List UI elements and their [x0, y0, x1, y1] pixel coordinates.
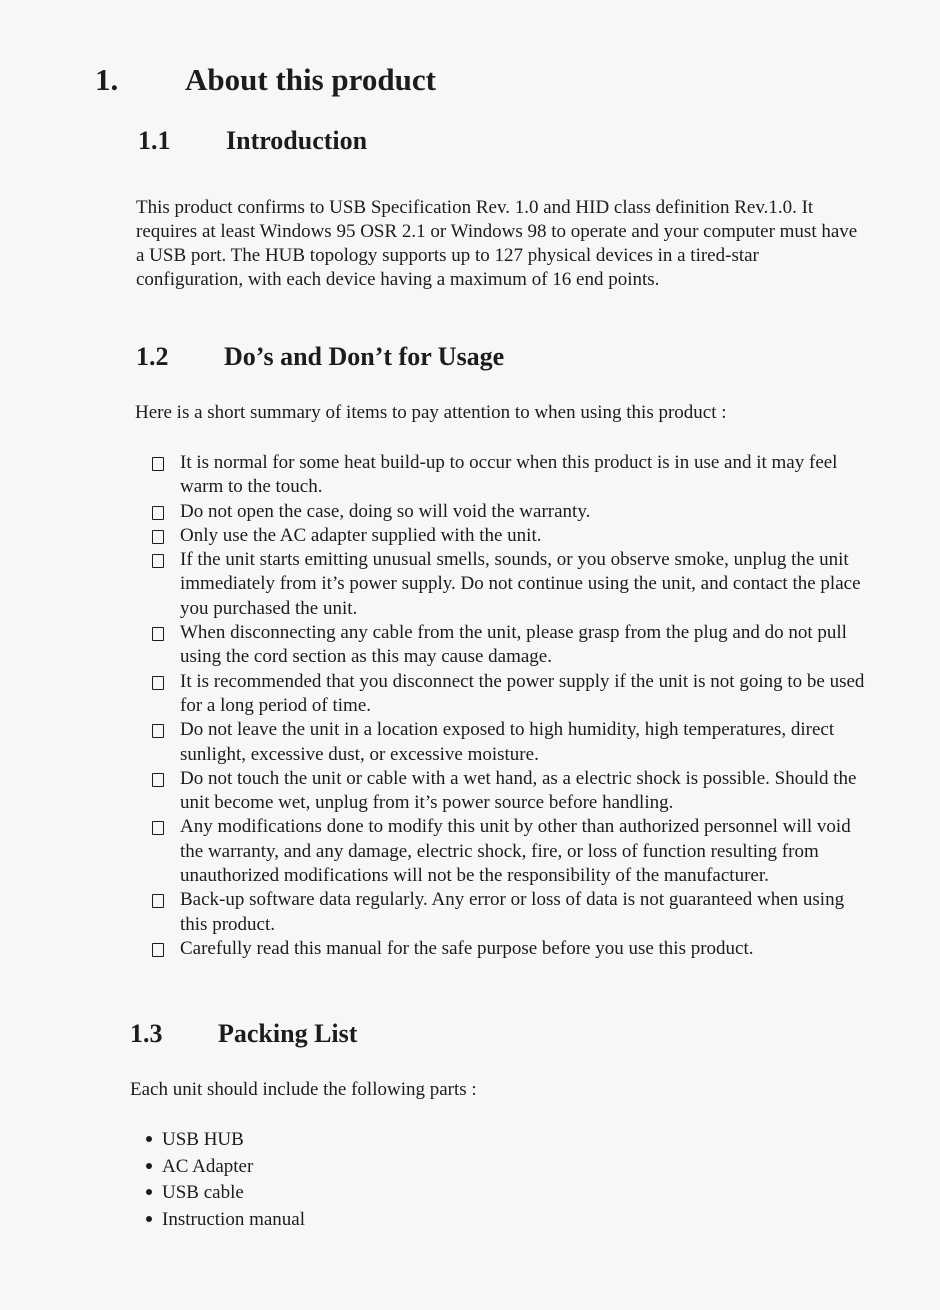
checkbox-icon [152, 457, 164, 471]
checklist-item [146, 524, 868, 548]
subsection-heading-dos-and-donts [136, 342, 504, 372]
checkbox-icon [152, 554, 164, 568]
packing-list-item-text: USB HUB [162, 1129, 244, 1150]
subsection-title: Packing List [218, 1019, 358, 1048]
bullet-icon [146, 1163, 152, 1169]
subsection-number: 1.1 [138, 126, 171, 155]
checklist-item [146, 718, 868, 767]
checklist-item [146, 670, 868, 719]
checklist-item [146, 815, 868, 888]
subsection-title: Introduction [226, 126, 368, 155]
checklist-item-text: Only use the AC adapter supplied with the unit. [180, 524, 542, 546]
checkbox-icon [152, 676, 164, 690]
checklist-item-text: If the unit starts emitting unusual smells, sounds, or you observe smoke, unplug the unit immediately from it’s power supply. Do not continue using the unit, and contact the place you purchased the unit. [180, 549, 861, 619]
packing-list-item-text: USB cable [162, 1182, 244, 1203]
packing-list-item-text: AC Adapter [162, 1155, 254, 1177]
bullet-icon [146, 1216, 152, 1222]
checklist-item-text: Do not leave the unit in a location exposed to high humidity, high temperatures, direct sunlight, excessive dust, or excessive moisture. [180, 719, 835, 765]
packing-intro-text: Each unit should include the following parts : [130, 1079, 477, 1100]
packing-list-item [146, 1154, 305, 1181]
checklist-item-text: Back-up software data regularly. Any error or loss of data is not guaranteed when using this product. [180, 889, 845, 935]
bullet-icon [146, 1136, 152, 1142]
packing-list-item-text: Instruction manual [162, 1208, 305, 1230]
checklist-item-text: Do not touch the unit or cable with a wet hand, as a electric shock is possible. Should the unit become wet, unplug from it’s power source before handling. [180, 767, 857, 814]
introduction-paragraph: This product confirms to USB Specification Rev. 1.0 and HID class definition Rev.1.0. It requires at least Windows 95 OSR 2.1 or Windows 98 to operate and your computer must have a USB port. The HUB topology supports up to 127 physical devices in a tired-star configuration, with each device having a maximum of 16 end points. [136, 197, 858, 290]
bullet-icon [146, 1189, 152, 1195]
subsection-number: 1.3 [130, 1019, 163, 1048]
checkbox-icon [152, 724, 164, 738]
section-number: 1. [95, 62, 119, 97]
checkbox-icon [152, 530, 164, 544]
checklist-item [146, 621, 868, 670]
checklist-item [146, 451, 868, 500]
packing-list-item [146, 1207, 305, 1234]
checklist-item-text: When disconnecting any cable from the unit, please grasp from the plug and do not pull using the cord section as this may cause damage. [180, 622, 847, 668]
packing-list [146, 1127, 305, 1233]
packing-list-item [146, 1180, 305, 1207]
checklist-item-text: It is normal for some heat build-up to occur when this product is in use and it may feel warm to the touch. [180, 452, 838, 498]
checkbox-icon [152, 506, 164, 520]
checkbox-icon [152, 943, 164, 957]
checkbox-icon [152, 773, 164, 787]
checklist-item-text: Do not open the case, doing so will void the warranty. [180, 500, 591, 522]
checklist-item [146, 937, 868, 961]
checklist-item [146, 767, 868, 816]
checkbox-icon [152, 627, 164, 641]
checklist-item [146, 500, 868, 524]
checklist-item-text: Any modifications done to modify this unit by other than authorized personnel will void the warranty, and any damage, electric shock, fire, or loss of function resulting from unauthorized modifications will not be the responsibility of the manufacturer. [180, 816, 851, 887]
checklist-item-text: It is recommended that you disconnect the power supply if the unit is not going to be used for a long period of time. [180, 670, 865, 716]
checkbox-icon [152, 894, 164, 908]
subsection-heading-packing-list [130, 1019, 357, 1049]
usage-intro-text: Here is a short summary of items to pay attention to when using this product : [135, 402, 727, 423]
subsection-title: Do’s and Don’t for Usage [224, 342, 505, 371]
checklist-item [146, 888, 868, 937]
usage-checklist [146, 451, 868, 961]
packing-list-item [146, 1127, 305, 1154]
subsection-heading-introduction [138, 126, 367, 156]
checkbox-icon [152, 821, 164, 835]
checklist-item-text: Carefully read this manual for the safe purpose before you use this product. [180, 937, 754, 959]
subsection-number: 1.2 [136, 342, 169, 371]
section-title: About this product [185, 62, 436, 97]
checklist-item [146, 548, 868, 621]
section-heading-about-this-product [95, 62, 436, 98]
